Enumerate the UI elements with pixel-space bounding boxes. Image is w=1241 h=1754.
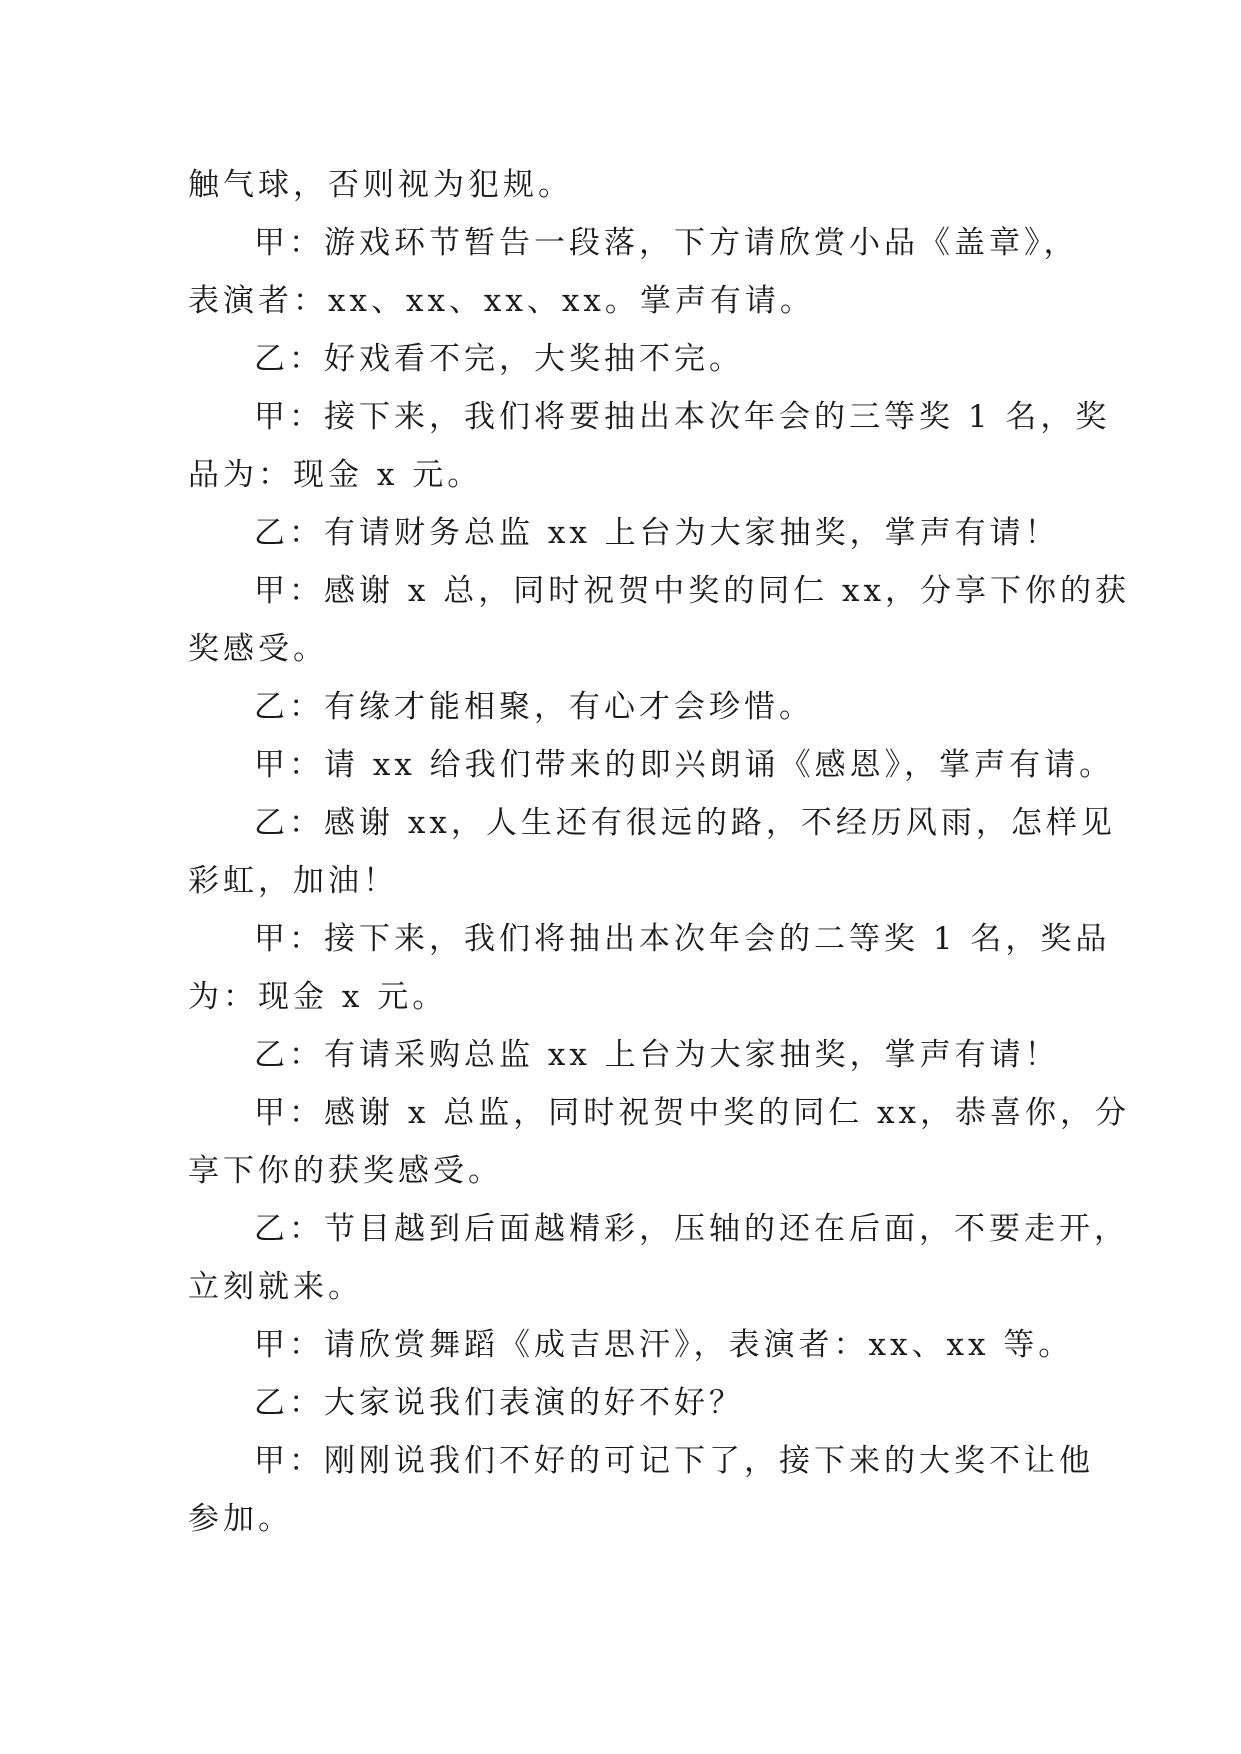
- text-line: 甲：接下来，我们将抽出本次年会的二等奖 1 名，奖品: [254, 921, 1111, 957]
- text-line: 甲：刚刚说我们不好的可记下了，接下来的大奖不让他: [254, 1443, 1094, 1479]
- text-line: 甲：感谢 x 总，同时祝贺中奖的同仁 xx，分享下你的获: [254, 573, 1131, 609]
- text-line: 品为：现金 x 元。: [188, 457, 483, 493]
- text-line: 为：现金 x 元。: [188, 979, 448, 1015]
- text-line: 甲：请欣赏舞蹈《成吉思汗》，表演者：xx、xx 等。: [254, 1327, 1074, 1363]
- text-line: 触气球，否则视为犯规。: [188, 167, 573, 203]
- text-line: 乙：感谢 xx，人生还有很远的路，不经历风雨，怎样见: [254, 805, 1116, 841]
- text-line: 甲：游戏环节暂告一段落，下方请欣赏小品《盖章》，: [254, 225, 1079, 261]
- document-body: [188, 156, 1131, 1548]
- text-line: 乙：有缘才能相聚，有心才会珍惜。: [254, 689, 814, 725]
- text-line: 甲：感谢 x 总监，同时祝贺中奖的同仁 xx，恭喜你，分: [254, 1095, 1131, 1131]
- text-line: 表演者：xx、xx、xx、xx。掌声有请。: [188, 283, 815, 319]
- text-line: 立刻就来。: [188, 1269, 363, 1305]
- text-line: 甲：接下来，我们将要抽出本次年会的三等奖 1 名，奖: [254, 399, 1111, 435]
- text-line: 彩虹，加油！: [188, 863, 398, 899]
- text-line: 乙：有请采购总监 xx 上台为大家抽奖，掌声有请！: [254, 1037, 1060, 1073]
- text-line: 乙：有请财务总监 xx 上台为大家抽奖，掌声有请！: [254, 515, 1060, 551]
- text-line: 乙：节目越到后面越精彩，压轴的还在后面，不要走开，: [254, 1211, 1129, 1247]
- text-line: 参加。: [188, 1501, 293, 1537]
- text-line: 奖感受。: [188, 631, 328, 667]
- text-line: 享下你的获奖感受。: [188, 1153, 503, 1189]
- text-line: 乙：大家说我们表演的好不好？: [254, 1385, 744, 1421]
- text-line: 甲：请 xx 给我们带来的即兴朗诵《感恩》，掌声有请。: [254, 747, 1115, 783]
- text-line: 乙：好戏看不完，大奖抽不完。: [254, 341, 744, 377]
